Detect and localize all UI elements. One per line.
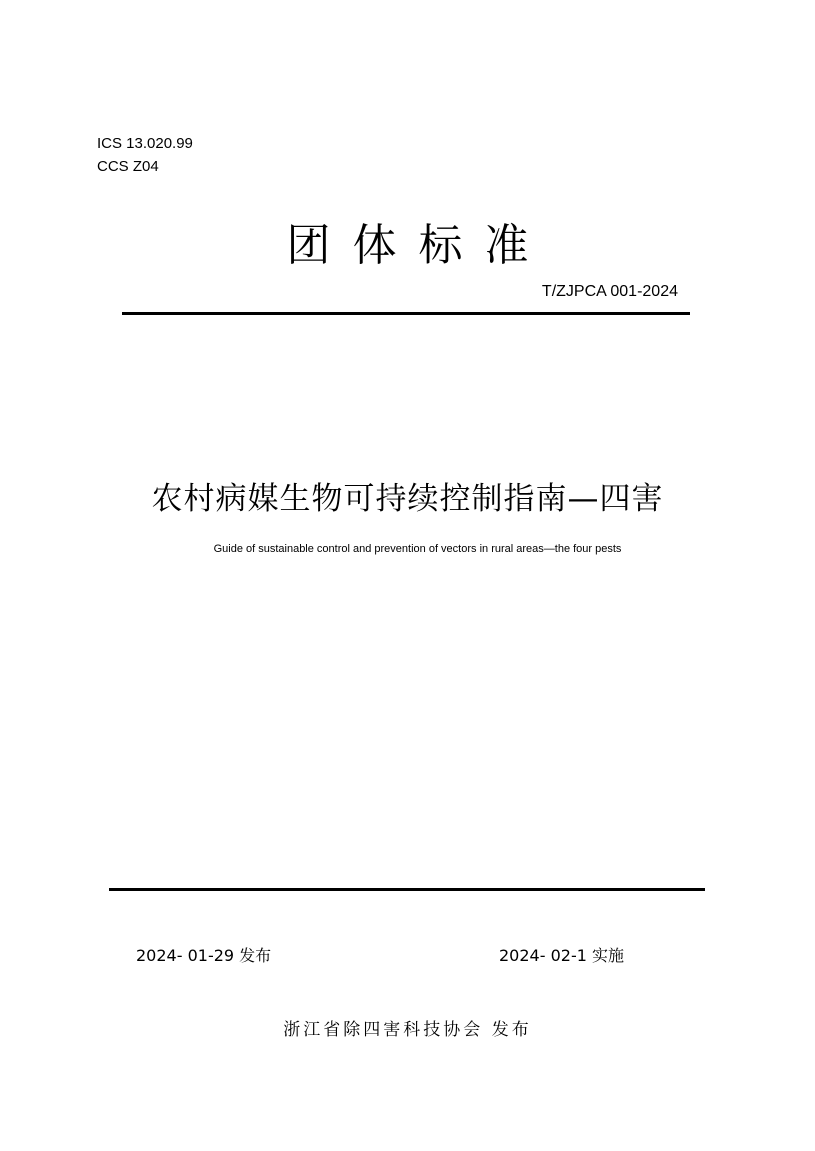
publisher: 浙江省除四害科技协会 发布 [283,1020,532,1040]
standard-number: T/ZJPCA 001-2024 [541,283,678,300]
ccs-code: CCS Z04 [97,158,159,175]
implementation-date: 2024- 02-1 实施 [499,946,624,965]
issue-date: 2024- 01-29 发布 [136,946,272,965]
top-divider [122,312,690,315]
ics-code: ICS 13.020.99 [97,135,193,152]
standard-type-heading: 团体标准 [286,220,551,271]
bottom-divider [109,888,705,891]
document-title-chinese: 农村病媒生物可持续控制指南—四害 [151,481,664,517]
document-title-english: Guide of sustainable control and prevention of vectors in rural areas—the four pests [213,543,622,555]
